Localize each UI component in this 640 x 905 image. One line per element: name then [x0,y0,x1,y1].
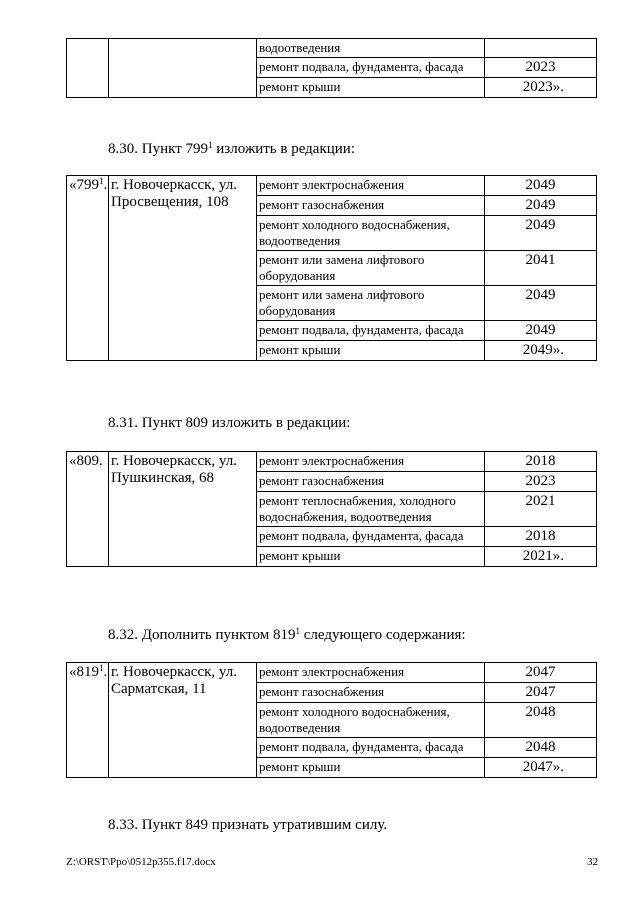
address-cell: г. Новочеркасск, ул. Сарматская, 11 [109,663,257,778]
work-cell: ремонт газоснабжения [257,196,485,216]
work-cell: ремонт подвала, фундамента, фасада [257,527,485,547]
work-cell: ремонт крыши [257,758,485,778]
work-cell: ремонт газоснабжения [257,683,485,703]
year-cell: 2047 [485,683,597,703]
year-cell: 2049». [485,341,597,361]
year-cell: 2049 [485,321,597,341]
table-item-809 [66,451,597,567]
work-cell: ремонт или замена лифтового оборудования [257,286,485,321]
paragraph-text: 8.30. Пункт 799 [108,141,209,157]
year-cell: 2023 [485,58,597,78]
year-cell: 2049 [485,286,597,321]
item-number-cell: «$819^1$. [67,663,109,778]
work-cell: водоотведения [257,39,485,58]
paragraph-8-33 [108,817,387,834]
year-cell: 2021 [485,492,597,527]
work-cell: ремонт подвала, фундамента, фасада [257,738,485,758]
work-cell: ремонт или замена лифтового оборудования [257,251,485,286]
paragraph-8-31 [108,415,350,432]
year-cell: 2018 [485,452,597,472]
address-cell: г. Новочеркасск, ул. Пушкинская, 68 [109,452,257,567]
year-cell: 2023». [485,78,597,98]
table-row [67,39,597,58]
year-cell: 2049 [485,196,597,216]
work-cell: ремонт газоснабжения [257,472,485,492]
work-cell: ремонт электроснабжения [257,176,485,196]
year-cell: 2048 [485,738,597,758]
work-cell: ремонт подвала, фундамента, фасада [257,321,485,341]
table-item-819-1 [66,662,597,778]
superscript: 1 [295,626,300,636]
paragraph-text: 8.32. Дополнить пунктом 819 [108,627,296,643]
work-cell: ремонт электроснабжения [257,452,485,472]
address-cell: г. Новочеркасск, ул. Просвещения, 108 [109,176,257,361]
year-cell: 2049 [485,216,597,251]
paragraph-text: следующего содержания: [299,627,466,643]
year-cell: 2021». [485,547,597,567]
superscript: 1 [208,140,213,150]
paragraph-8-30 [108,141,355,158]
work-cell: ремонт подвала, фундамента, фасада [257,58,485,78]
address-cell [109,39,257,98]
item-number-cell: «809. [67,452,109,567]
work-cell: ремонт теплоснабжения, холодного водоснабжения, водоотведения [257,492,485,527]
table-continuation [66,38,597,98]
work-cell: ремонт холодного водоснабжения, водоотведения [257,703,485,738]
year-cell: 2049 [485,176,597,196]
paragraph-text: изложить в редакции: [212,141,355,157]
year-cell [485,39,597,58]
footer-file-path: Z:\ORST\Ppo\0512p355.f17.docx [66,856,216,868]
table-row [67,176,597,196]
table-row [67,452,597,472]
footer-page-number: 32 [587,856,598,868]
work-cell: ремонт крыши [257,78,485,98]
year-cell: 2041 [485,251,597,286]
work-cell: ремонт электроснабжения [257,663,485,683]
year-cell: 2047 [485,663,597,683]
table-row [67,663,597,683]
work-cell: ремонт крыши [257,341,485,361]
item-number-cell [67,39,109,98]
paragraph-text: 8.31. Пункт 809 изложить в редакции: [108,415,351,431]
item-number-cell: «$799^1$. [67,176,109,361]
year-cell: 2047». [485,758,597,778]
work-cell: ремонт крыши [257,547,485,567]
year-cell: 2023 [485,472,597,492]
year-cell: 2018 [485,527,597,547]
year-cell: 2048 [485,703,597,738]
work-cell: ремонт холодного водоснабжения, водоотведения [257,216,485,251]
table-item-799-1 [66,175,597,361]
paragraph-8-32 [108,627,466,644]
paragraph-text: 8.33. Пункт 849 признать утратившим силу. [108,817,388,833]
